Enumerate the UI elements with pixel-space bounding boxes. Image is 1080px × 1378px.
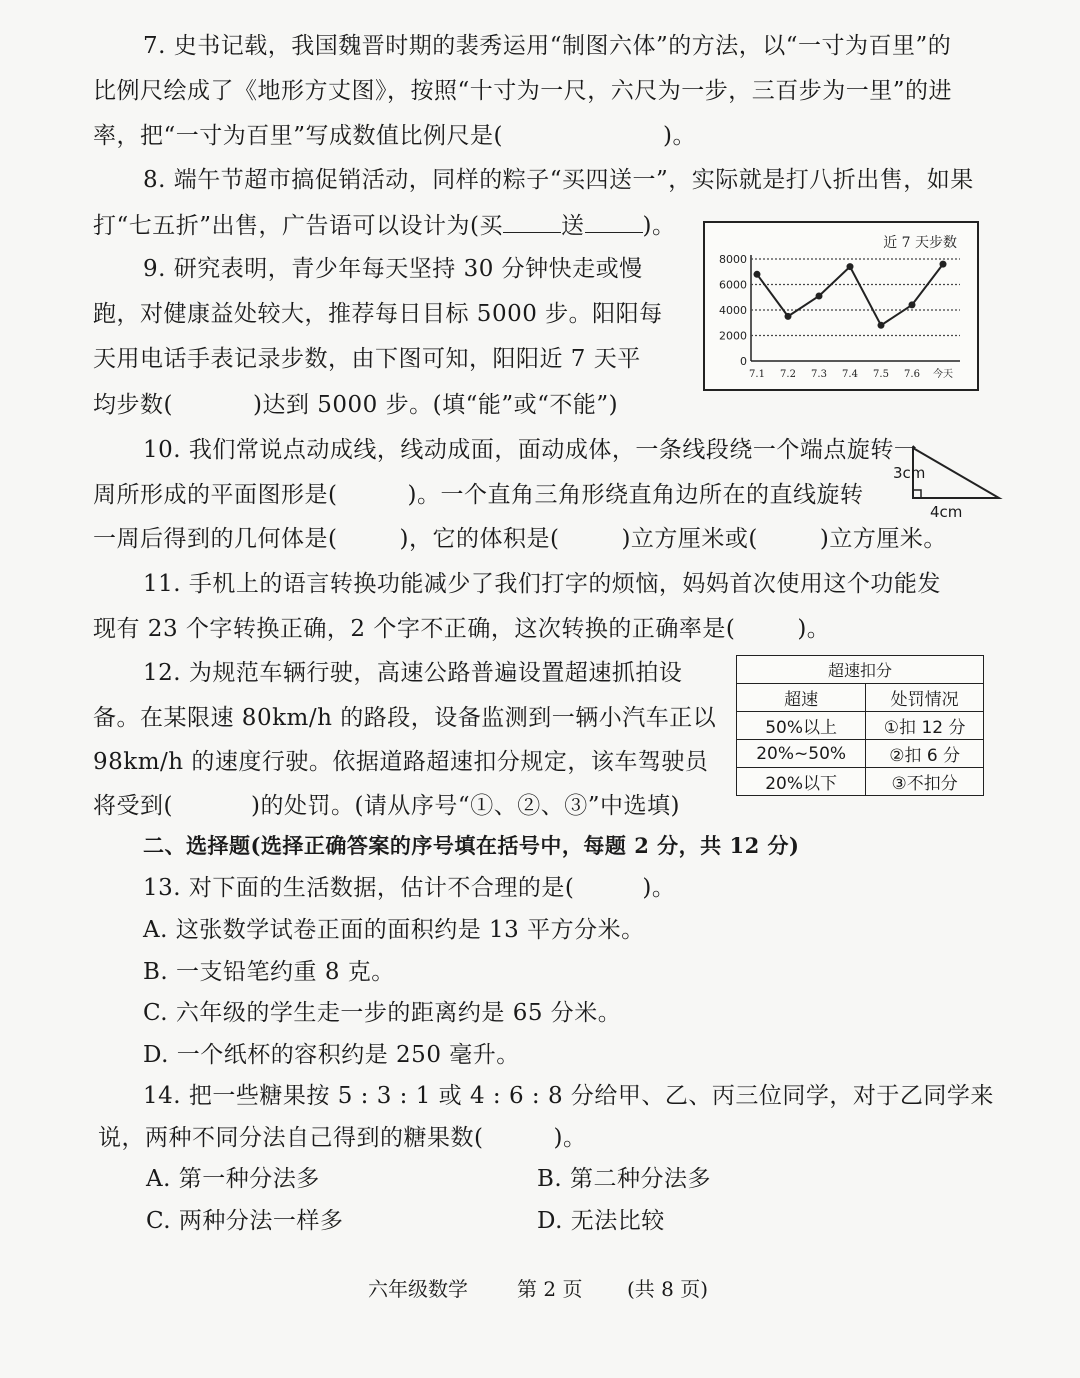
q14-option-c[interactable]: C. 两种分法一样多 bbox=[146, 1208, 344, 1234]
table-cell: ②扣 6 分 bbox=[866, 740, 984, 768]
table-cell: ③不扣分 bbox=[866, 768, 984, 796]
q13-option-c[interactable]: C. 六年级的学生走一步的距离约是 65 分米。 bbox=[143, 1000, 622, 1026]
q8-blank-give[interactable] bbox=[585, 210, 643, 233]
table-row bbox=[737, 740, 984, 768]
q14-line2-b: )。 bbox=[553, 1125, 587, 1151]
q11-line1: 11. 手机上的语言转换功能减少了我们打字的烦恼，妈妈首次使用这个功能发 bbox=[143, 571, 941, 597]
q10-line3-a: 一周后得到的几何体是( bbox=[93, 526, 338, 552]
q7-line3-a: 率，把“一寸为百里”写成数值比例尺是( bbox=[93, 123, 503, 149]
data-point bbox=[754, 271, 761, 278]
q9-line4 bbox=[93, 390, 618, 420]
q12-line3: 98km/h 的速度行驶。依据道路超速扣分规定，该车驾驶员 bbox=[93, 749, 709, 775]
x-tick-label: 7.6 bbox=[904, 369, 920, 380]
q14-line1: 14. 把一些糖果按 5 : 3 : 1 或 4 : 6 : 8 分给甲、乙、丙三位同学，对于乙同学来 bbox=[143, 1083, 994, 1109]
q8-line2-c: )。 bbox=[642, 213, 676, 239]
q10-line3-c: )立方厘米或( bbox=[621, 526, 758, 552]
footer-total-pages: (共 8 页) bbox=[627, 1277, 709, 1301]
y-tick-label: 4000 bbox=[719, 304, 747, 317]
q9-line2: 跑，对健康益处较大，推荐每日目标 5000 步。阳阳每 bbox=[93, 301, 663, 327]
q10-line3-d: )立方厘米。 bbox=[819, 526, 947, 552]
footer-page-number: 第 2 页 bbox=[517, 1277, 583, 1301]
q8-line2 bbox=[93, 210, 675, 241]
q9-line4-a: 均步数( bbox=[93, 392, 173, 418]
data-point bbox=[816, 292, 823, 299]
q10-line2 bbox=[93, 480, 863, 510]
y-tick-label: 8000 bbox=[719, 253, 747, 266]
table-header-penalty: 处罚情况 bbox=[866, 684, 984, 712]
data-point bbox=[940, 261, 947, 268]
steps-line-chart bbox=[703, 221, 979, 391]
q13-stem bbox=[143, 873, 675, 903]
q10-line1: 10. 我们常说点动成线，线动成面，面动成体，一条线段绕一个端点旋转一 bbox=[143, 437, 918, 463]
q7-line2: 比例尺绘成了《地形方丈图》，按照“十寸为一尺，六尺为一步，三百步为一里”的进 bbox=[93, 78, 953, 104]
q10-line3 bbox=[93, 524, 947, 554]
table-cell: ①扣 12 分 bbox=[866, 712, 984, 740]
table-row bbox=[737, 768, 984, 796]
q12-line4 bbox=[93, 791, 680, 821]
section-2-heading: 二、选择题(选择正确答案的序号填在括号中，每题 2 分，共 12 分) bbox=[143, 833, 800, 858]
x-tick-label: 7.3 bbox=[811, 369, 827, 380]
q13-option-a[interactable]: A. 这张数学试卷正面的面积约是 13 平方分米。 bbox=[143, 917, 645, 943]
q14-option-b[interactable]: B. 第二种分法多 bbox=[537, 1166, 712, 1192]
data-point bbox=[878, 322, 885, 329]
q12-line2: 备。在某限速 80km/h 的路段，设备监测到一辆小汽车正以 bbox=[93, 705, 717, 731]
data-point bbox=[847, 263, 854, 270]
q12-line1: 12. 为规范车辆行驶，高速公路普遍设置超速抓拍设 bbox=[143, 660, 683, 686]
q13-option-b[interactable]: B. 一支铅笔约重 8 克。 bbox=[143, 959, 395, 985]
q14-line2 bbox=[98, 1123, 586, 1153]
table-cell: 50%以上 bbox=[737, 712, 866, 740]
table-cell: 20%以下 bbox=[737, 768, 866, 796]
data-point bbox=[909, 301, 916, 308]
q12-line4-b: )的处罚。(请从序号“①、②、③”中选填) bbox=[250, 793, 680, 819]
footer-subject: 六年级数学 bbox=[368, 1277, 468, 1301]
chart-title: 近 7 天步数 bbox=[883, 235, 957, 251]
q9-line3: 天用电话手表记录步数，由下图可知，阳阳近 7 天平 bbox=[93, 346, 641, 372]
x-tick-label: 今天 bbox=[933, 369, 953, 380]
table-header-speed: 超速 bbox=[737, 684, 866, 712]
x-tick-label: 7.5 bbox=[873, 369, 889, 380]
table-row bbox=[737, 712, 984, 740]
y-tick-label: 2000 bbox=[719, 329, 747, 343]
q14-line2-a: 说，两种不同分法自己得到的糖果数( bbox=[98, 1125, 484, 1151]
x-tick-label: 7.4 bbox=[842, 369, 858, 380]
q10-line2-b: )。一个直角三角形绕直角边所在的直线旋转 bbox=[407, 482, 864, 508]
y-tick-label: 6000 bbox=[719, 278, 747, 292]
q13-option-d[interactable]: D. 一个纸杯的容积约是 250 毫升。 bbox=[143, 1042, 520, 1068]
q7-line1: 7. 史书记载，我国魏晋时期的裴秀运用“制图六体”的方法，以“一寸为百里”的 bbox=[143, 33, 952, 59]
q9-line1: 9. 研究表明，青少年每天坚持 30 分钟快走或慢 bbox=[143, 256, 643, 282]
q14-option-a[interactable]: A. 第一种分法多 bbox=[146, 1166, 320, 1192]
table-cell: 20%~50% bbox=[737, 740, 866, 768]
q7-line3 bbox=[93, 121, 696, 151]
q12-line4-a: 将受到( bbox=[93, 793, 173, 819]
q13-stem-a: 13. 对下面的生活数据，估计不合理的是( bbox=[143, 875, 575, 901]
data-point bbox=[785, 313, 792, 320]
q8-line1: 8. 端午节超市搞促销活动，同样的粽子“买四送一”，实际就是打八折出售，如果 bbox=[143, 167, 974, 193]
q8-line2-a: 打“七五折”出售，广告语可以设计为(买 bbox=[93, 213, 503, 239]
q11-line2-b: )。 bbox=[797, 616, 831, 642]
q14-option-d[interactable]: D. 无法比较 bbox=[537, 1208, 665, 1234]
q8-blank-buy[interactable] bbox=[503, 210, 561, 233]
triangle-base-label: 4cm bbox=[930, 503, 963, 521]
x-tick-label: 7.1 bbox=[749, 369, 765, 380]
chart-canvas bbox=[705, 223, 977, 389]
triangle-height-label: 3cm bbox=[893, 464, 926, 482]
q11-line2-a: 现有 23 个字转换正确，2 个字不正确，这次转换的正确率是( bbox=[93, 616, 736, 642]
q10-line2-a: 周所形成的平面图形是( bbox=[93, 482, 338, 508]
q10-line3-b: )，它的体积是( bbox=[399, 526, 560, 552]
y-tick-label: 0 bbox=[740, 355, 747, 368]
q9-line4-b: )达到 5000 步。(填“能”或“不能”) bbox=[252, 392, 619, 418]
speeding-penalty-table bbox=[736, 655, 984, 796]
q8-line2-b: 送 bbox=[561, 213, 585, 239]
q11-line2 bbox=[93, 614, 830, 644]
q13-stem-b: )。 bbox=[642, 875, 676, 901]
x-tick-label: 7.2 bbox=[780, 369, 796, 380]
table-caption: 超速扣分 bbox=[737, 656, 984, 684]
q7-line3-b: )。 bbox=[663, 123, 696, 149]
